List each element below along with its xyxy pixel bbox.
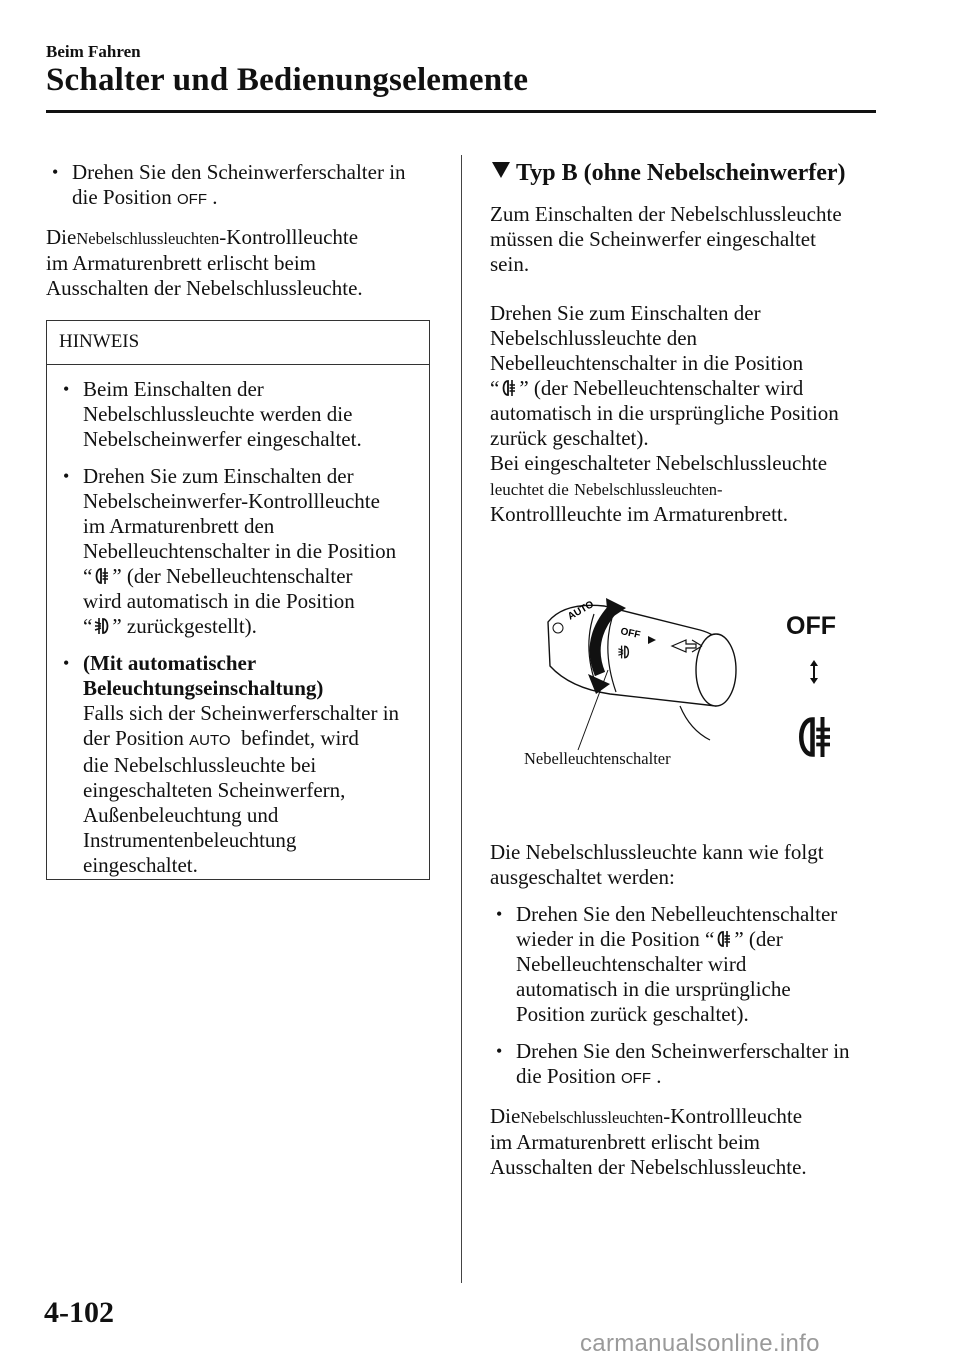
position-auto-label: AUTO [189, 732, 231, 749]
text: Nebelleuchtenschalter wird [516, 952, 747, 976]
page-number: 4-102 [44, 1296, 114, 1329]
stalk-label-off: OFF [619, 626, 642, 642]
text: zurück geschaltet). [490, 426, 649, 450]
paragraph [490, 301, 890, 527]
text: eingeschalteten Scheinwerfern, [83, 778, 346, 802]
figure-callout-label: Nebelleuchtenschalter [524, 749, 671, 768]
text: befindet, wird [241, 726, 359, 750]
text: im Armaturenbrett erlischt beim [490, 1130, 761, 1154]
rear-fog-light-icon [714, 929, 734, 949]
position-off-label: OFF [177, 191, 208, 208]
text: die Nebelschlussleuchte bei [83, 753, 317, 777]
text: ausgeschaltet werden: [490, 865, 675, 889]
list-item [46, 160, 446, 212]
text: automatisch in die ursprüngliche Position [490, 401, 839, 425]
rear-fog-light-icon [92, 566, 112, 586]
text: Nebelschlussleuchte den [490, 326, 698, 350]
paragraph [490, 202, 890, 277]
triangle-down-icon [492, 162, 510, 178]
text: “ [83, 614, 93, 638]
text: Kontrollleuchte im Armaturenbrett. [490, 502, 788, 526]
text: die Position [516, 1064, 616, 1088]
text: “ [490, 376, 500, 400]
text: leuchtet die [490, 480, 569, 499]
text: im Armaturenbrett den [83, 514, 275, 538]
text: Nebelleuchtenschalter in die Position [83, 539, 397, 563]
text: wird automatisch in die Position [83, 589, 355, 613]
text: Nebelschlussleuchten [76, 229, 220, 248]
text: . [656, 1064, 662, 1088]
text: Nebelscheinwerfer-Kontrollleuchte [83, 489, 380, 513]
text: im Armaturenbrett erlischt beim [46, 251, 317, 275]
text: ” zurückgestellt). [112, 614, 257, 638]
text: Ausschalten der Nebelschlussleuchte. [46, 276, 363, 300]
text: Drehen Sie den Scheinwerferschalter in [72, 160, 406, 184]
text: Nebelschlussleuchten [520, 1108, 664, 1127]
text: Nebelschlussleuchten- [574, 480, 723, 499]
text: . [212, 185, 218, 209]
double-arrow-icon [808, 660, 820, 684]
text: (Mit automatischer [83, 651, 257, 675]
text: Nebelschlussleuchte werden die [83, 402, 353, 426]
list-item [57, 377, 421, 452]
text: Zum Einschalten der Nebelschlussleuchte [490, 202, 842, 226]
text: Drehen Sie den Nebelleuchtenschalter [516, 902, 838, 926]
watermark: carmanualsonline.info [580, 1330, 820, 1357]
text: Die [46, 225, 77, 249]
text: Bei eingeschalteter Nebelschlussleuchte [490, 451, 828, 475]
position-off-label: OFF [621, 1070, 652, 1087]
stalk-label-auto: AUTO [566, 598, 596, 623]
paragraph [490, 1104, 890, 1180]
text: Drehen Sie zum Einschalten der [490, 301, 761, 325]
text: Instrumentenbeleuchtung [83, 828, 297, 852]
title-divider [46, 110, 876, 113]
section-label: Beim Fahren [46, 42, 141, 61]
stalk-stem [680, 706, 710, 740]
text: die Position [72, 185, 172, 209]
rear-fog-light-icon [790, 712, 840, 762]
subsection-heading [492, 160, 846, 187]
text: Die [490, 1104, 521, 1128]
rear-fog-light-icon [499, 378, 519, 398]
text: Drehen Sie zum Einschalten der [83, 464, 354, 488]
column-divider [461, 155, 462, 1283]
text: Beleuchtungseinschaltung) [83, 676, 324, 700]
text: sein. [490, 252, 530, 276]
right-text-top [490, 202, 890, 527]
text: Nebelscheinwerfer eingeschaltet. [83, 427, 362, 451]
stalk-end-cap [696, 634, 736, 706]
paragraph [490, 840, 890, 890]
text: -Kontrollleuchte [663, 1104, 803, 1128]
text: ” (der [734, 927, 783, 951]
text: Position zurück geschaltet). [516, 1002, 749, 1026]
front-fog-light-icon [92, 616, 112, 636]
text: Ausschalten der Nebelschlussleuchte. [490, 1155, 807, 1179]
text: Außenbeleuchtung und [83, 803, 279, 827]
paragraph [46, 225, 446, 301]
page-title: Schalter und Bedienungselemente [46, 62, 529, 98]
text: ” (der Nebelleuchtenschalter wird [519, 376, 804, 400]
text: Typ B (ohne Nebelscheinwerfer) [516, 160, 846, 186]
figure-off-label: OFF [786, 612, 836, 640]
text: wieder in die Position “ [516, 927, 715, 951]
text: ” (der Nebelleuchtenschalter [112, 564, 353, 588]
list-item [490, 1039, 890, 1091]
text: “ [83, 564, 93, 588]
text: Drehen Sie den Scheinwerferschalter in [516, 1039, 850, 1063]
list-item [57, 464, 421, 639]
text: automatisch in die ursprüngliche [516, 977, 791, 1001]
text: der Position [83, 726, 184, 750]
note-box [46, 320, 430, 880]
text: müssen die Scheinwerfer eingeschaltet [490, 227, 816, 251]
right-text-bottom [490, 840, 890, 1180]
text: Falls sich der Scheinwerferschalter in [83, 701, 400, 725]
text: eingeschaltet. [83, 853, 198, 877]
text: Die Nebelschlussleuchte kann wie folgt [490, 840, 824, 864]
left-intro [46, 160, 446, 301]
text: -Kontrollleuchte [219, 225, 359, 249]
list-item [57, 651, 421, 878]
text: Nebelleuchtenschalter in die Position [490, 351, 804, 375]
note-heading: HINWEIS [47, 321, 429, 365]
list-item [490, 902, 890, 1027]
text: Beim Einschalten der [83, 377, 264, 401]
